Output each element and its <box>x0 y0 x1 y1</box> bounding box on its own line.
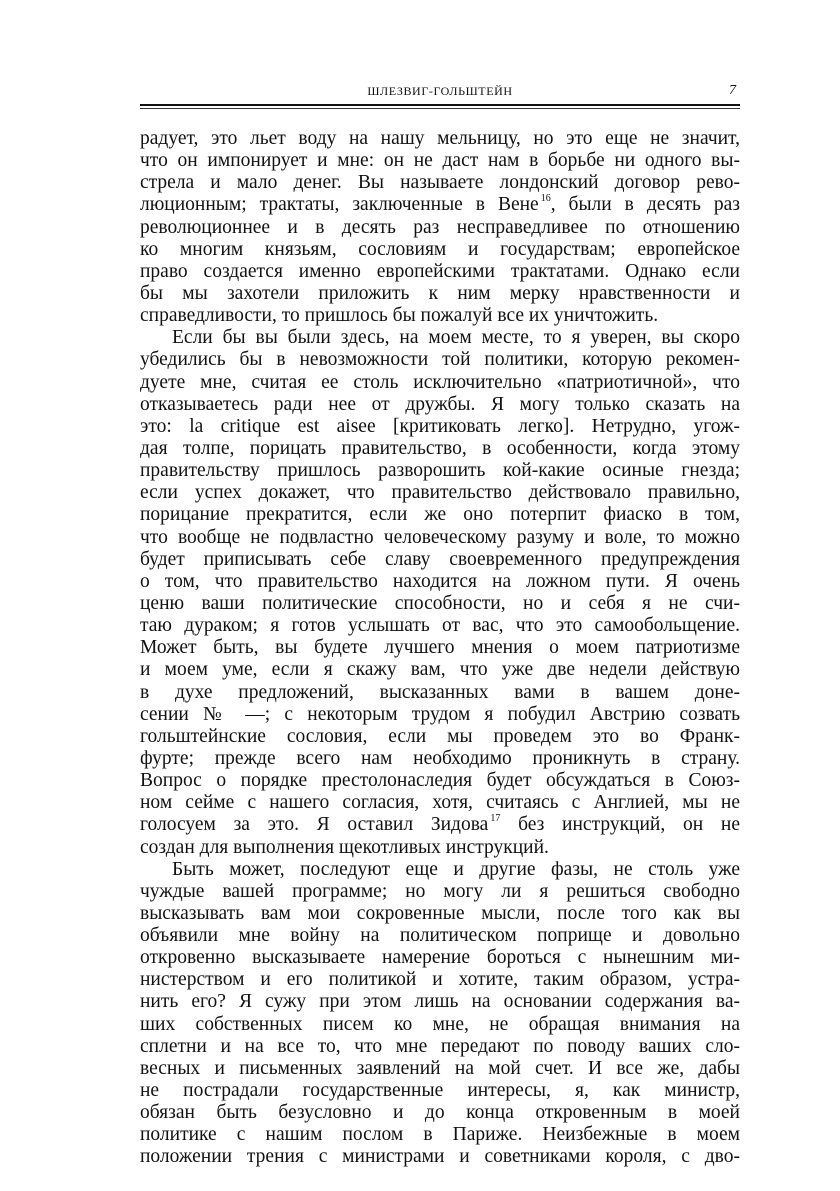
text-line: если успех докажет, что правительство действовало правильно, <box>140 482 740 504</box>
text-line: стрела и мало денег. Вы называете лондонский договор рево- <box>140 172 740 194</box>
text-line: нить его? Я сужу при этом лишь на основании содержания ва- <box>140 991 740 1013</box>
text-line: дуете мне, считая ее столь исключительно «патриотичной», что <box>140 371 740 393</box>
text-line: нистерством и его политикой и хотите, таким образом, устра- <box>140 969 740 991</box>
text-segment: без инструкций, он не <box>500 814 740 836</box>
text-line: положении трения с министрами и советниками короля, с дво- <box>140 1146 740 1168</box>
text-line: в духе предложений, высказанных вами в вашем доне- <box>140 681 740 703</box>
running-head <box>140 84 740 104</box>
text-line: политике с нашим послом в Париже. Неизбежные в моем <box>140 1124 740 1146</box>
text-segment: , были в десять раз <box>550 194 740 216</box>
text-line: обязан быть безусловно и до конца откровенным в моей <box>140 1102 740 1124</box>
text-line: что вообще не подвластно человеческому разуму и воле, то можно <box>140 526 740 548</box>
text-line: гольштейнские сословия, если мы проведем это во Франк- <box>140 725 740 747</box>
text-line: сении № —; с некоторым трудом я побудил Австрию созвать <box>140 703 740 725</box>
text-line <box>140 814 740 836</box>
text-line: убедились бы в невозможности той политики, которую рекомен- <box>140 349 740 371</box>
page-number: 7 <box>729 83 736 98</box>
text-line: будет приписывать себе славу своевременного предупреждения <box>140 548 740 570</box>
text-line: весных и письменных заявлений на мой счет. И все же, дабы <box>140 1057 740 1079</box>
body-text <box>140 128 740 1169</box>
text-line: порицание прекратится, если же оно потерпит фиаско в том, <box>140 504 740 526</box>
text-line: право создается именно европейскими трактатами. Однако если <box>140 260 740 282</box>
text-line: Вопрос о порядке престолонаследия будет обсуждаться в Союз- <box>140 770 740 792</box>
text-line: ценю ваши политические способности, но и себя я не счи- <box>140 592 740 614</box>
text-line: чуждые вашей программе; но могу ли я решиться свободно <box>140 880 740 902</box>
text-line: создан для выполнения щекотливых инструкций. <box>140 836 549 858</box>
text-line: объявили мне войну на политическом поприще и довольно <box>140 925 740 947</box>
text-line: Если бы вы были здесь, на моем месте, то я уверен, вы скоро <box>172 327 740 349</box>
text-line: Быть может, последуют еще и другие фазы, не столь уже <box>172 858 740 880</box>
text-line: высказывать вам мои сокровенные мысли, после того как вы <box>140 902 740 924</box>
text-line: ших собственных писем ко мне, не обращая внимания на <box>140 1013 740 1035</box>
text-line: это: la critique est aisee [критиковать легко]. Нетрудно, угож- <box>140 415 740 437</box>
text-line: правительству пришлось разворошить кой-какие осиные гнезда; <box>140 460 740 482</box>
text-line: сплетни и на все то, что мне передают по поводу ваших сло- <box>140 1035 740 1057</box>
text-line: о том, что правительство находится на ложном пути. Я очень <box>140 570 740 592</box>
text-line: отказываетесь ради нее от дружбы. Я могу только сказать на <box>140 393 740 415</box>
text-segment: голосуем за это. Я оставил Зидова <box>140 814 489 836</box>
text-line: дая толпе, порицать правительство, в особенности, когда этому <box>140 437 740 459</box>
text-line: справедливости, то пришлось бы пожалуй все их уничтожить. <box>140 305 659 327</box>
header-rule-thin <box>140 108 740 109</box>
text-line: фурте; прежде всего нам необходимо проникнуть в страну. <box>140 747 740 769</box>
text-line: бы мы захотели приложить к ним мерку нравственности и <box>140 282 740 304</box>
text-line: что он импонирует и мне: он не даст нам в борьбе ни одного вы- <box>140 150 740 172</box>
text-line: ко многим князьям, сословиям и государствам; европейское <box>140 238 740 260</box>
text-line: революционнее и в десять раз несправедливее по отношению <box>140 216 740 238</box>
footnote-ref-17: 17 <box>490 813 501 825</box>
text-line: Может быть, вы будете лучшего мнения о моем патриотизме <box>140 637 740 659</box>
text-line: откровенно высказываете намерение бороться с нынешним ми- <box>140 947 740 969</box>
text-line: радует, это льет воду на нашу мельницу, но это еще не значит, <box>140 128 740 149</box>
text-line <box>140 194 740 216</box>
header-rule <box>140 104 740 106</box>
text-segment: люционным; трактаты, заключенные в Вене <box>140 194 539 216</box>
text-line: не пострадали государственные интересы, я, как министр, <box>140 1080 740 1102</box>
text-line: таю дураком; я готов услышать от вас, что это самообольщение. <box>140 615 740 637</box>
running-title: ШЛЕЗВИГ-ГОЛЬШТЕЙН <box>367 84 513 98</box>
footnote-ref-16: 16 <box>540 193 551 205</box>
text-line: ном сейме с нашего согласия, хотя, считаясь с Англией, мы не <box>140 792 740 814</box>
text-line: и моем уме, если я скажу вам, что уже две недели действую <box>140 659 740 681</box>
